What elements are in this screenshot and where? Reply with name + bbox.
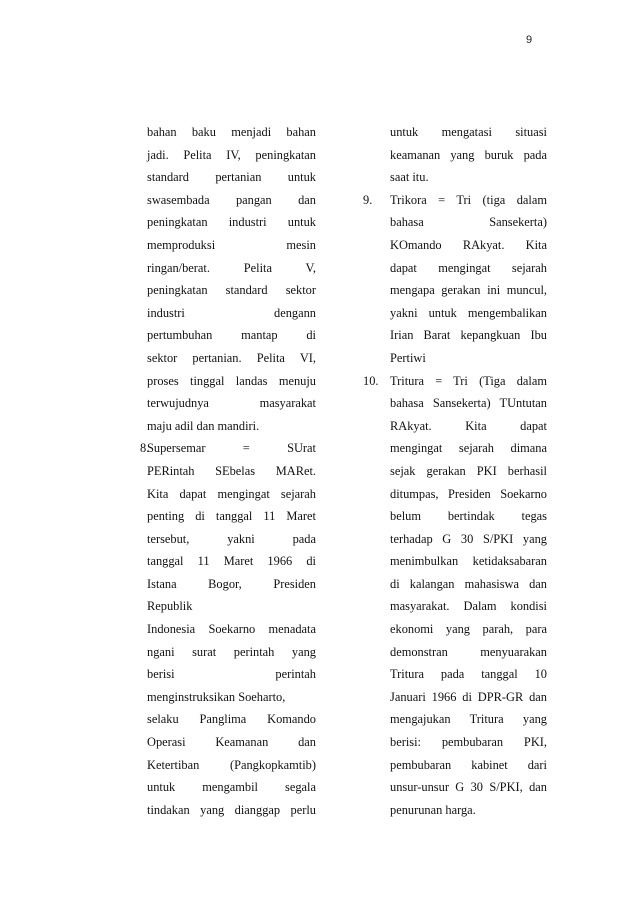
text-line: untuk mengambil segala — [147, 780, 316, 795]
text-line: dapat mengingat sejarah — [390, 260, 547, 275]
text-line: pertumbuhan mantap di — [147, 328, 316, 343]
text-line: sejak gerakan PKI berhasil — [390, 463, 547, 478]
text-line: ringan/berat. Pelita V, — [147, 260, 316, 275]
text-line: di kalangan mahasiswa dan — [390, 576, 547, 591]
list-item-start — [363, 189, 547, 212]
text-line: pembubaran kabinet dari — [390, 757, 547, 772]
list-number: 8. — [140, 441, 150, 456]
text-line: unsur-unsur G 30 S/PKI, dan — [390, 780, 547, 795]
text-line: industri dengann — [147, 305, 316, 320]
text-line: Januari 1966 di DPR-GR dan — [390, 689, 547, 704]
list-item-start — [363, 370, 547, 393]
text-line: keamanan yang buruk pada — [390, 147, 547, 162]
right-column — [363, 121, 547, 821]
list-item-start — [140, 437, 316, 460]
text-line: yakni untuk mengembalikan — [390, 305, 547, 320]
text-line: demonstran menyuarakan — [390, 644, 547, 659]
text-line: bahan baku menjadi bahan — [147, 125, 316, 139]
list-number: 9. — [363, 192, 373, 207]
text-line: sektor pertanian. Pelita VI, — [147, 350, 316, 365]
text-line: belum bertindak tegas — [390, 509, 547, 524]
text-line: RAkyat. Kita dapat — [390, 418, 547, 433]
text-line: tersebut, yakni pada — [147, 531, 316, 546]
text-line: Republik — [147, 599, 193, 614]
text-line: Ketertiban (Pangkopkamtib) — [147, 757, 316, 772]
text-line: mengapa gerakan ini muncul, — [390, 283, 547, 298]
text-line: memproduksi mesin — [147, 237, 316, 252]
text-line: ngani surat perintah yang — [147, 644, 316, 659]
text-line: mengajukan Tritura yang — [390, 712, 547, 727]
text-line: Trikora = Tri (tiga dalam — [390, 192, 547, 207]
text-line: Irian Barat kepangkuan Ibu — [390, 328, 547, 343]
text-line: untuk mengatasi situasi — [390, 125, 547, 139]
text-line: maju adil dan mandiri. — [147, 418, 260, 433]
text-line: peningkatan standard sektor — [147, 283, 316, 298]
text-line: selaku Panglima Komando — [147, 712, 316, 727]
text-line: swasembada pangan dan — [147, 192, 316, 207]
text-line: Istana Bogor, Presiden — [147, 576, 316, 591]
text-line: Pertiwi — [390, 350, 426, 365]
text-line: bahasa Sansekerta) TUntutan — [390, 396, 547, 411]
text-line: berisi perintah — [147, 667, 316, 682]
text-line: Tritura pada tanggal 10 — [390, 667, 547, 682]
text-line: peningkatan industri untuk — [147, 215, 316, 230]
text-line: tindakan yang dianggap perlu — [147, 802, 316, 817]
page-number: 9 — [526, 34, 533, 46]
left-column — [140, 121, 316, 821]
list-number: 10. — [363, 373, 379, 388]
text-line: saat itu. — [390, 170, 429, 185]
text-line: menginstruksikan Soeharto, — [147, 689, 286, 704]
text-line: proses tinggal landas menuju — [147, 373, 316, 388]
text-line: terwujudnya masyarakat — [147, 396, 316, 411]
text-line: jadi. Pelita IV, peningkatan — [147, 147, 316, 162]
text-line: mengingat sejarah dimana — [390, 441, 547, 456]
text-line: penurunan harga. — [390, 802, 476, 817]
text-line: penting di tanggal 11 Maret — [147, 509, 316, 524]
text-line: menimbulkan ketidaksabaran — [390, 554, 547, 569]
text-line: ekonomi yang parah, para — [390, 622, 547, 637]
text-line: berisi: pembubaran PKI, — [390, 735, 547, 750]
text-line: Supersemar = SUrat — [147, 441, 316, 456]
text-line: Indonesia Soekarno menadata — [147, 622, 316, 637]
text-line: standard pertanian untuk — [147, 170, 316, 185]
text-line: ditumpas, Presiden Soekarno — [390, 486, 547, 501]
text-line: Operasi Keamanan dan — [147, 735, 316, 750]
text-line: Tritura = Tri (Tiga dalam — [390, 373, 547, 388]
text-line: masyarakat. Dalam kondisi — [390, 599, 547, 614]
text-line: terhadap G 30 S/PKI yang — [390, 531, 547, 546]
text-line: tanggal 11 Maret 1966 di — [147, 554, 316, 569]
text-line: Kita dapat mengingat sejarah — [147, 486, 316, 501]
text-line: PERintah SEbelas MARet. — [147, 463, 316, 478]
text-line: KOmando RAkyat. Kita — [390, 237, 547, 252]
text-line: bahasa Sansekerta) — [390, 215, 547, 230]
